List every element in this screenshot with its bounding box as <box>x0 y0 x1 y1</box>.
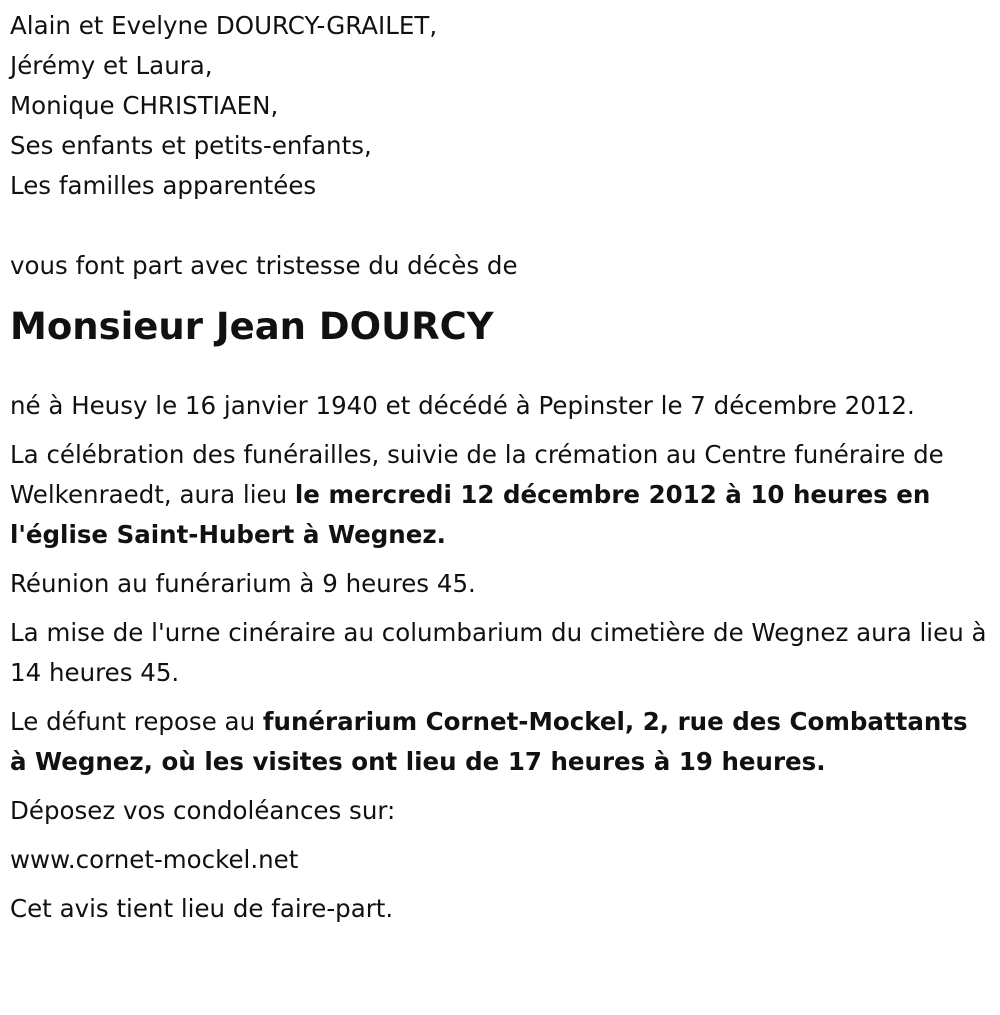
rest-text: Le défunt repose au <box>10 707 263 736</box>
family-line: Jérémy et Laura, <box>10 51 213 80</box>
ceremony-date-location: le mercredi 12 décembre 2012 à 10 heures en l'église Saint-Hubert à Wegnez. <box>10 480 931 549</box>
deceased-name: Monsieur Jean DOURCY <box>10 305 494 348</box>
family-list <box>10 6 990 206</box>
birth-death-text: né à Heusy le 16 janvier 1940 et décédé à Pepinster le 7 décembre 2012. <box>10 391 915 420</box>
urn-text: La mise de l'urne cinéraire au columbarium du cimetière de Wegnez aura lieu à 14 heures 45. <box>10 618 987 687</box>
announcement-text: vous font part avec tristesse du décès de <box>10 251 518 280</box>
condolences-label: Déposez vos condoléances sur: <box>10 796 396 825</box>
gathering-text: Réunion au funérarium à 9 heures 45. <box>10 569 476 598</box>
closing-text: Cet avis tient lieu de faire-part. <box>10 894 394 923</box>
ceremony-paragraph <box>10 435 990 555</box>
rest-location: funérarium Cornet-Mockel, 2, rue des Combattants à Wegnez, où les visites ont lieu de 17 heures à 19 heures. <box>10 707 968 776</box>
family-line: Alain et Evelyne DOURCY-GRAILET, <box>10 11 438 40</box>
family-line: Les familles apparentées <box>10 171 317 200</box>
condolences-url: www.cornet-mockel.net <box>10 845 299 874</box>
ceremony-text: La célébration des funérailles, suivie de la crémation au Centre funéraire de Welkenraedt, aura lieu <box>10 440 944 509</box>
spacer <box>10 206 990 246</box>
rest-paragraph <box>10 702 990 782</box>
family-line: Monique CHRISTIAEN, <box>10 91 279 120</box>
family-line: Ses enfants et petits-enfants, <box>10 131 372 160</box>
